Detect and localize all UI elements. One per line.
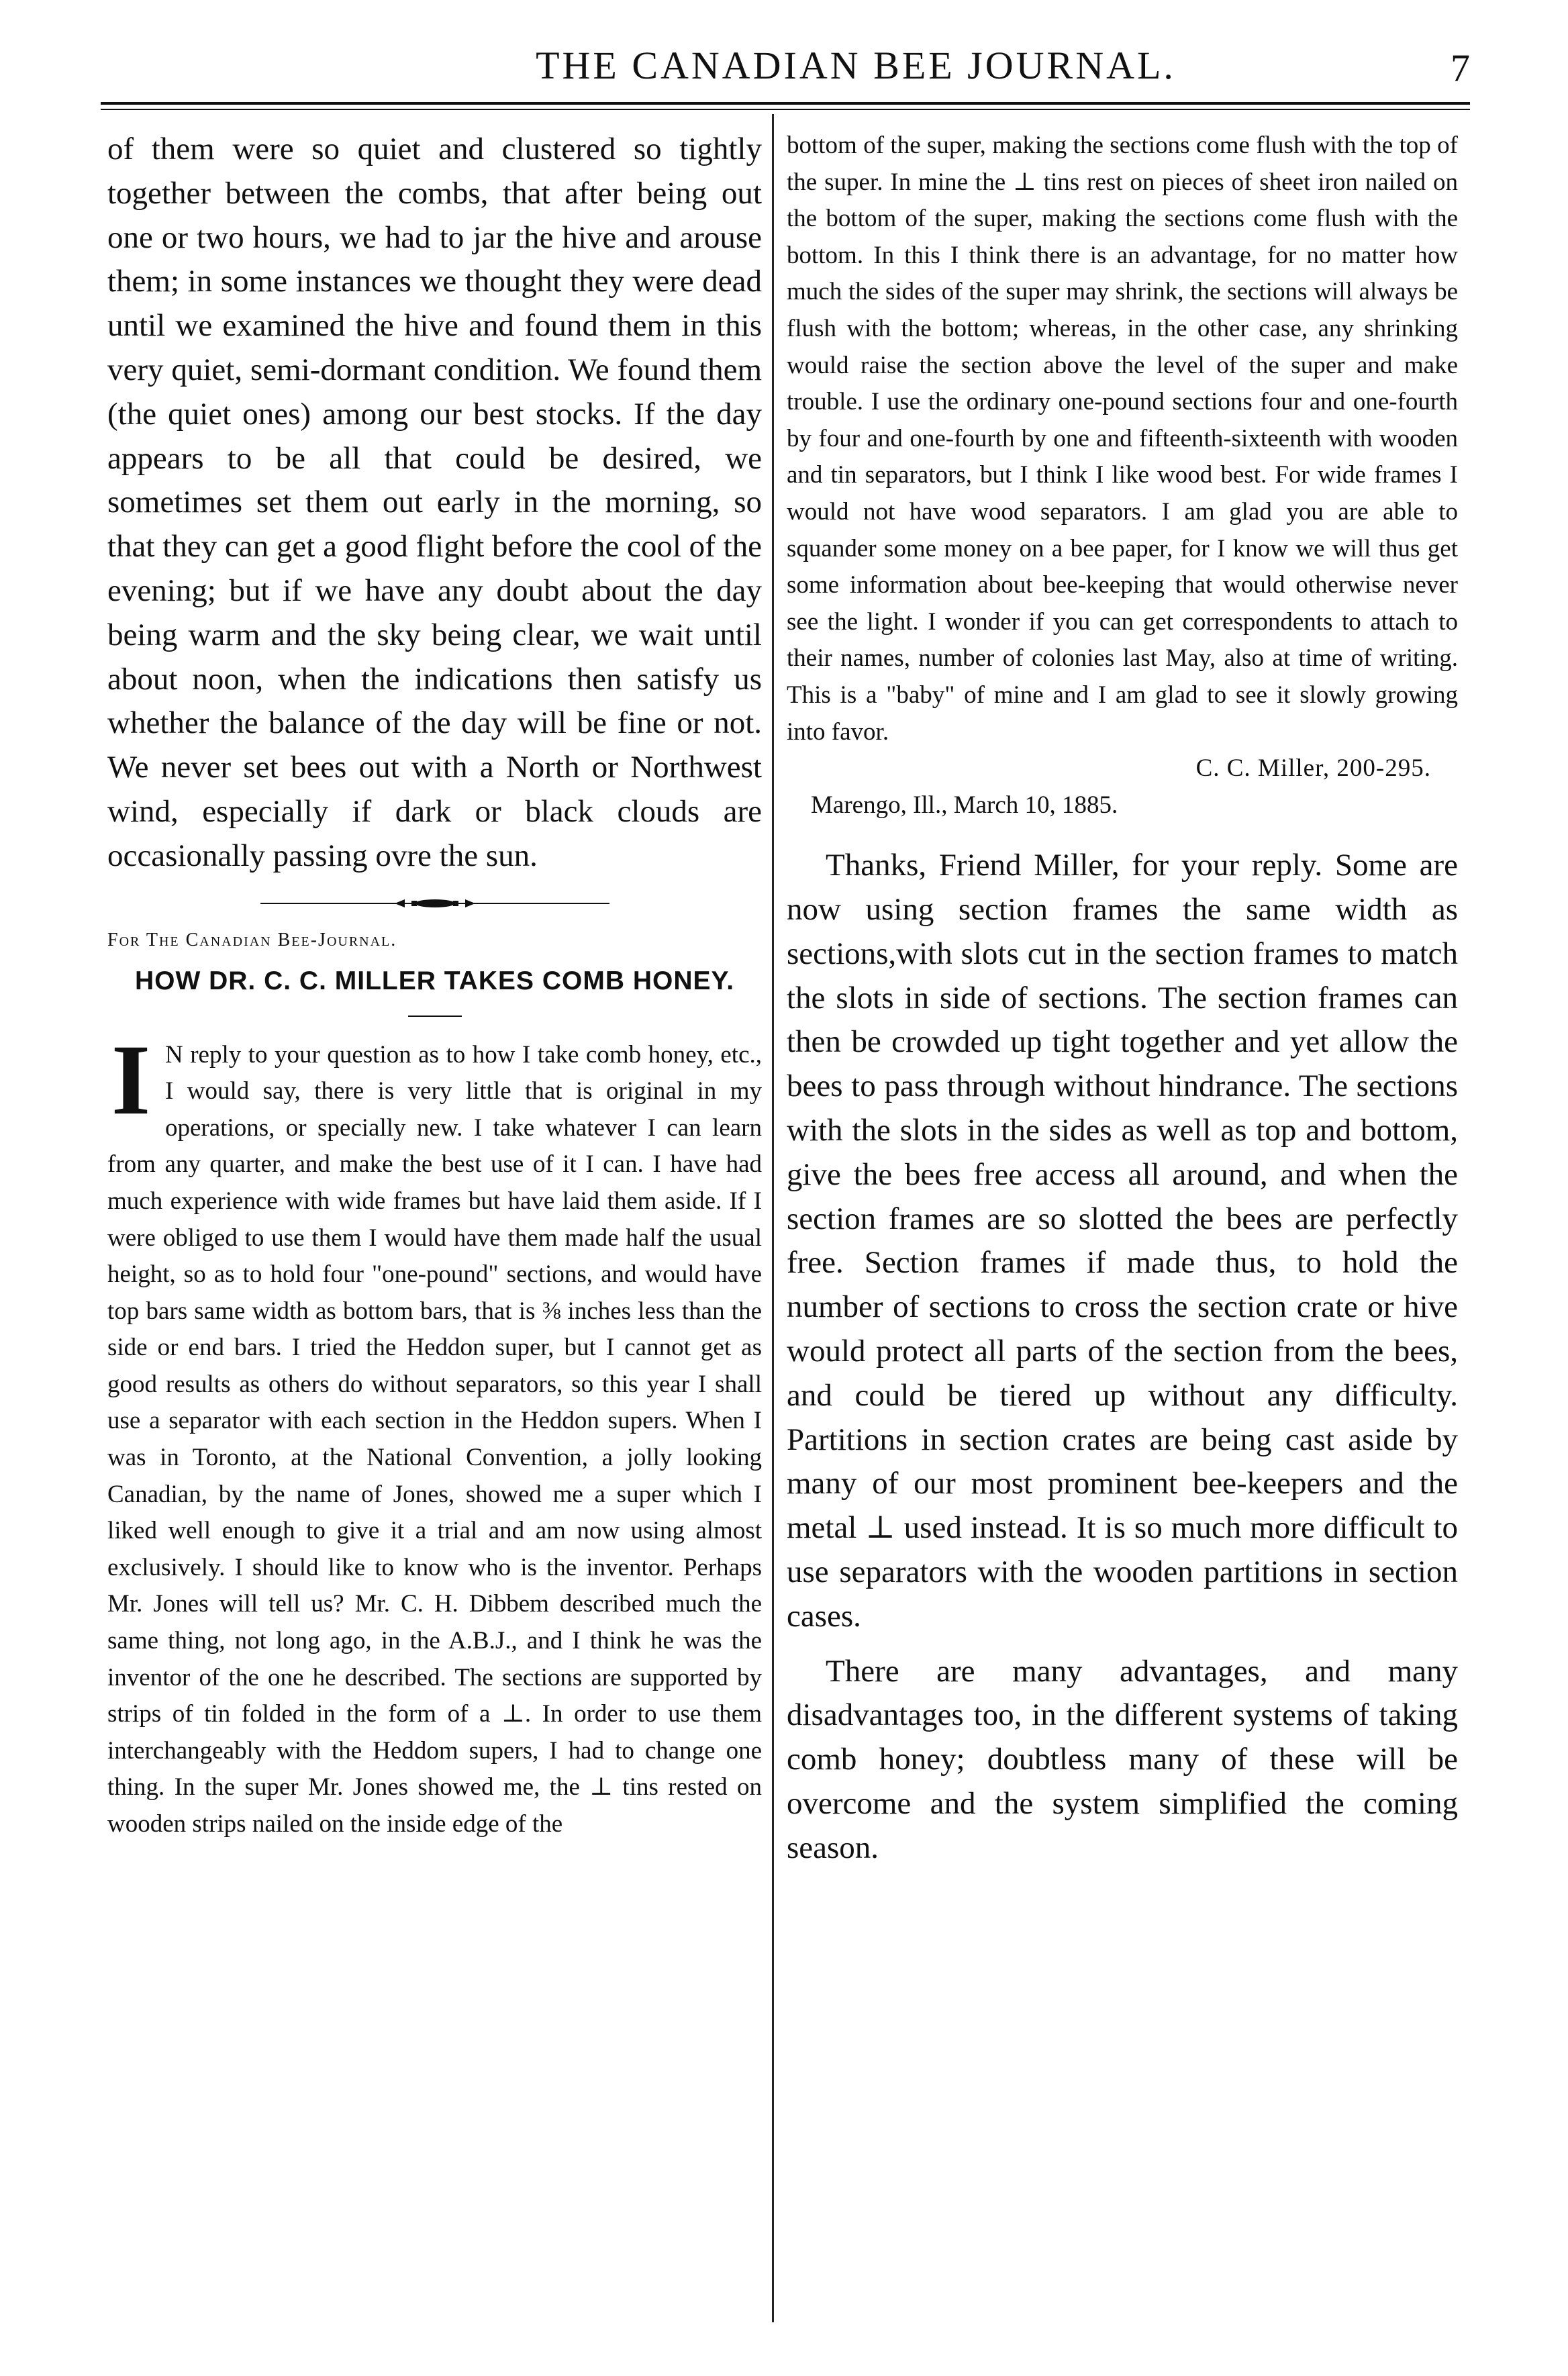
signature: C. C. Miller, 200-295.	[1195, 754, 1431, 783]
left-paragraph-2: N reply to your question as to how I take comb honey, etc., I would say, there is very little that is original in my operations, or specially new. I take whatever I can learn from any quarter, and make the best use of it I can. I have had much experience with wide frames but have laid them aside. If I were obliged to use them I would have them made half the usual height, so as to hold four "one-pound" sections, and would have top bars same width as bottom bars, that is ⅜ inches less than the side or end bars. I tried the Heddon super, but I cannot get as good results as others do without separators, so this year I shall use a separator with each section in the Heddon supers. When I was in Toronto, at the National Convention, a jolly looking Canadian, by the name of Jones, showed me a super which I liked well enough to give it a trial and am now using almost exclusively. I should like to know who is the inventor. Perhaps Mr. Jones will tell us? Mr. C. H. Dibbem described much the same thing, not long ago, in the A.B.J., and I think he was the inventor of the one he described. The sections are supported by strips of tin folded in the form of a ⊥. In order to use them interchangeably with the Heddom supers, I had to change one thing. In the super Mr. Jones showed me, the ⊥ tins rested on wooden strips nailed on the inside edge of the	[107, 1040, 762, 1838]
column-divider	[772, 114, 774, 2322]
right-paragraph-1: bottom of the super, making the sections come flush with the top of the super. In mine the ⊥ tins rest on pieces of sheet iron nailed on the bottom of the super, making the sections come flush with the bottom. In this I think there is an advantage, for no matter how much the sides of the super may shrink, the sections will always be flush with the bottom; whereas, in the other case, any shrinking would raise the section above the level of the super and make trouble. I use the ordinary one-pound sections four and one-fourth by four and one-fourth by one and fifteenth-sixteenth with wooden and tin separators, but I think I like wood best. For wide frames I would not have wood separators. I am glad you are able to squander some money on a bee paper, for I know we will thus get some information about bee-keeping that would otherwise never see the light. I wonder if you can get correspondents to attach to their names, number of colonies last May, also at time of writing. This is a "baby" of mine and I am glad to see it slowly growing into favor.	[787, 132, 1458, 746]
headline-rule	[408, 1016, 462, 1017]
header-rule-thin	[101, 109, 1470, 110]
right-paragraph-2: Thanks, Friend Miller, for your reply. Some are now using section frames the same width as sections,with slots cut in the section frames to match the slots in side of sections. The section frames can then be crowded up tight together and yet allow the bees to pass through without hindrance. The sections with the slots in the sides as well as top and bottom, give the bees free access all around, and when the section frames are so slotted the bees are perfectly free. Section frames if made thus, to hold the number of sections to cross the section crate or hive would protect all parts of the section from the bees, and could be tiered up without any difficulty. Partitions in section crates are being cast aside by many of our most prominent bee-keepers and the metal ⊥ used instead. It is so much more difficult to use separators with the wooden partitions in section cases.	[787, 848, 1458, 1634]
article-body	[107, 1024, 762, 1843]
page-header	[101, 39, 1470, 99]
drop-cap: I	[111, 1024, 151, 1136]
running-head: THE CANADIAN BEE JOURNAL.	[536, 44, 1176, 87]
page-number: 7	[1451, 46, 1470, 90]
article-headline: HOW DR. C. C. MILLER TAKES COMB HONEY.	[134, 966, 735, 995]
ornament-rule	[260, 899, 609, 908]
right-paragraph-3: There are many advantages, and many disadvantages too, in the different systems of taking comb honey; doubtless many of these will be overcome and the system simplified the coming season.	[787, 1653, 1458, 1865]
left-column	[107, 128, 762, 1843]
header-rule	[101, 102, 1470, 105]
for-line: For The Canadian Bee-Journal.	[107, 929, 397, 950]
place-date: Marengo, Ill., March 10, 1885.	[811, 791, 1118, 819]
left-paragraph-1: of them were so quiet and clustered so tightly together between the combs, that after being out one or two hours, we had to jar the hive and arouse them; in some instances we thought they were dead until we examined the hive and found them in this very quiet, semi-dormant condition. We found them (the quiet ones) among our best stocks. If the day appears to be all that could be desired, we sometimes set them out early in the morning, so that they can get a good flight before the cool of the evening; but if we have any doubt about the day being warm and the sky being clear, we wait until about noon, when the indications then satisfy us whether the balance of the day will be fine or not. We never set bees out with a North or Northwest wind, especially if dark or black clouds are occasionally passing ovre the sun.	[107, 132, 762, 873]
right-column	[787, 128, 1458, 1871]
